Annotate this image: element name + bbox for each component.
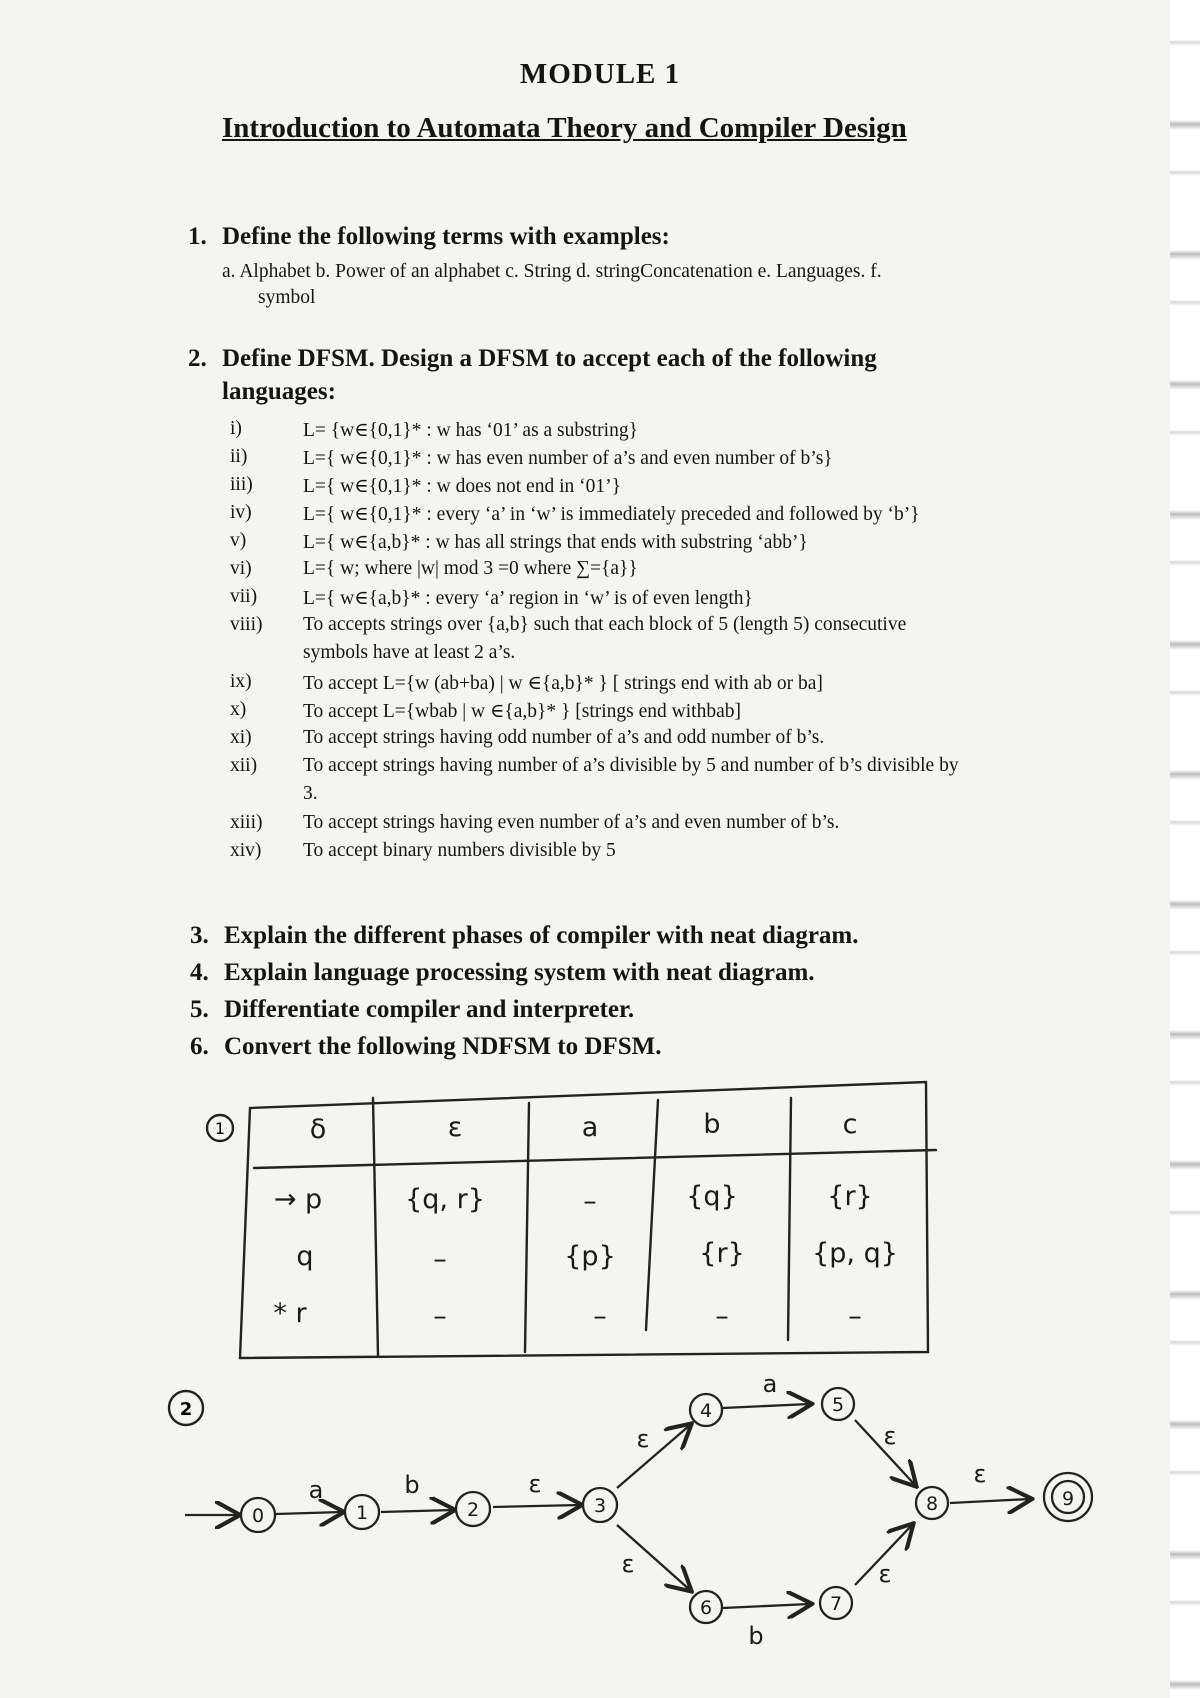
table-text	[273, 1109, 898, 1332]
q1-items-line1: a. Alphabet b. Power of an alphabet c. String d. stringConcatenation e. Languages. f.	[222, 261, 882, 282]
row-cell: {q}	[686, 1181, 738, 1212]
edge-6-7	[723, 1604, 810, 1608]
table-col-rule	[646, 1100, 658, 1330]
question-2-line2: languages:	[222, 378, 336, 405]
row-cell: –	[848, 1301, 862, 1332]
row-cell: {p, q}	[812, 1238, 898, 1269]
edge-label: ε	[636, 1425, 650, 1453]
question-text: Explain the different phases of compiler with neat diagram.	[224, 922, 859, 949]
item-text: To accept strings having number of a’s divisible by 5 and number of b’s divisible by	[303, 755, 959, 776]
question-text: Convert the following NDFSM to DFSM.	[224, 1033, 662, 1060]
state-label: 0	[251, 1505, 265, 1527]
item-text: To accept binary numbers divisible by 5	[303, 840, 616, 861]
row-cell: {q, r}	[405, 1184, 485, 1215]
row-state: * r	[273, 1298, 307, 1329]
item-number: i)	[230, 418, 242, 439]
q1-items-line2: symbol	[258, 287, 316, 308]
row-cell: {r}	[827, 1181, 873, 1212]
item-text: L={ w∈{a,b}* : w has all strings that ends with substring ‘abb’}	[303, 532, 808, 553]
table-header-epsilon: ε	[447, 1112, 463, 1143]
item-text: L={ w∈{a,b}* : every ‘a’ region in ‘w’ is of even length}	[303, 588, 753, 609]
state-label: 9	[1061, 1488, 1075, 1510]
item-number: vi)	[230, 558, 252, 579]
table-header-rule	[254, 1150, 936, 1168]
question-text: Differentiate compiler and interpreter.	[224, 996, 635, 1023]
edge-2-3	[493, 1505, 580, 1507]
item-number: viii)	[230, 614, 263, 635]
state-label: 2	[466, 1499, 480, 1521]
row-cell: –	[715, 1301, 729, 1332]
table-header-delta: δ	[309, 1114, 327, 1145]
item-text: To accept strings having odd number of a’s and odd number of b’s.	[303, 727, 825, 748]
question-number: 4.	[190, 959, 209, 986]
question-number: 6.	[190, 1033, 209, 1060]
question-text: Explain language processing system with neat diagram.	[224, 959, 815, 986]
item-text: To accept L={w (ab+ba) | w ∈{a,b}* } [ strings end with ab or ba]	[303, 673, 823, 694]
item-number: v)	[230, 530, 247, 551]
item-text-continued: 3.	[303, 783, 318, 804]
item-number: xii)	[230, 755, 258, 776]
item-text: L= {w∈{0,1}* : w has ‘01’ as a substring}	[303, 420, 638, 441]
diagram-label: 2	[179, 1399, 193, 1420]
row-cell: {r}	[699, 1238, 745, 1269]
row-cell: –	[593, 1301, 607, 1332]
question-number: 1.	[188, 223, 207, 250]
row-cell: –	[583, 1186, 597, 1217]
item-text: L={ w; where |w| mod 3 =0 where ∑={a}}	[303, 558, 638, 579]
edge-label: a	[762, 1370, 778, 1398]
edge-label: a	[308, 1476, 324, 1504]
nfa-edge-labels	[309, 1370, 987, 1650]
table-col-rule	[788, 1098, 791, 1340]
edge-label: ε	[878, 1560, 892, 1588]
state-label: 8	[925, 1493, 939, 1515]
item-text: To accepts strings over {a,b} such that each block of 5 (length 5) consecutive	[303, 614, 907, 635]
edge-label: ε	[621, 1550, 635, 1578]
table-col-rule	[373, 1098, 378, 1356]
edge-8-9	[950, 1499, 1030, 1503]
edge-label: ε	[883, 1422, 897, 1450]
module-heading: MODULE 1	[519, 58, 681, 90]
item-text: L={ w∈{0,1}* : every ‘a’ in ‘w’ is immediately preceded and followed by ‘b’}	[303, 504, 920, 525]
item-text: To accept L={wbab | w ∈{a,b}* } [strings end withbab]	[303, 701, 741, 722]
edge-0-1	[276, 1512, 342, 1514]
state-label: 7	[829, 1593, 843, 1615]
item-text: L={ w∈{0,1}* : w does not end in ‘01’}	[303, 476, 621, 497]
edge-1-2	[381, 1510, 453, 1512]
question-text-line1: Define DFSM. Design a DFSM to accept each of the following	[222, 345, 877, 372]
row-cell: –	[433, 1244, 447, 1275]
table-col-rule	[525, 1103, 529, 1352]
question-number: 3.	[190, 922, 209, 949]
question-text: Define the following terms with examples:	[222, 223, 670, 250]
item-number: iv)	[230, 502, 252, 523]
edge-3-4	[617, 1425, 690, 1488]
item-number: iii)	[230, 474, 253, 495]
edge-4-5	[723, 1404, 810, 1408]
item-number: xiv)	[230, 840, 262, 861]
table-header-c: c	[842, 1109, 858, 1140]
item-number: vii)	[230, 586, 258, 607]
item-number: ix)	[230, 671, 252, 692]
state-label: 3	[593, 1495, 607, 1517]
item-number: xi)	[230, 727, 252, 748]
row-cell: {p}	[564, 1241, 616, 1272]
question-number: 5.	[190, 996, 209, 1023]
nfa-states	[241, 1388, 1092, 1623]
item-number: x)	[230, 699, 247, 720]
edge-label: b	[748, 1622, 764, 1650]
state-label: 1	[355, 1502, 369, 1524]
state-label: 4	[699, 1400, 713, 1422]
state-label: 6	[699, 1597, 713, 1619]
table-header-a: a	[581, 1112, 599, 1143]
row-state: → p	[273, 1184, 323, 1215]
table-label: 1	[214, 1119, 226, 1138]
edge-label: ε	[528, 1470, 542, 1498]
item-number: xiii)	[230, 812, 263, 833]
document-title: Introduction to Automata Theory and Compiler Design	[222, 112, 907, 144]
question-number: 2.	[188, 345, 207, 372]
item-text: L={ w∈{0,1}* : w has even number of a’s and even number of b’s}	[303, 448, 833, 469]
item-text-continued: symbols have at least 2 a’s.	[303, 642, 516, 663]
edge-label: ε	[973, 1460, 987, 1488]
item-number: ii)	[230, 446, 248, 467]
table-header-b: b	[703, 1109, 721, 1140]
edge-label: b	[404, 1471, 420, 1499]
row-cell: –	[433, 1301, 447, 1332]
row-state: q	[296, 1241, 314, 1272]
item-text: To accept strings having even number of a’s and even number of b’s.	[303, 812, 840, 833]
state-label: 5	[831, 1394, 845, 1416]
